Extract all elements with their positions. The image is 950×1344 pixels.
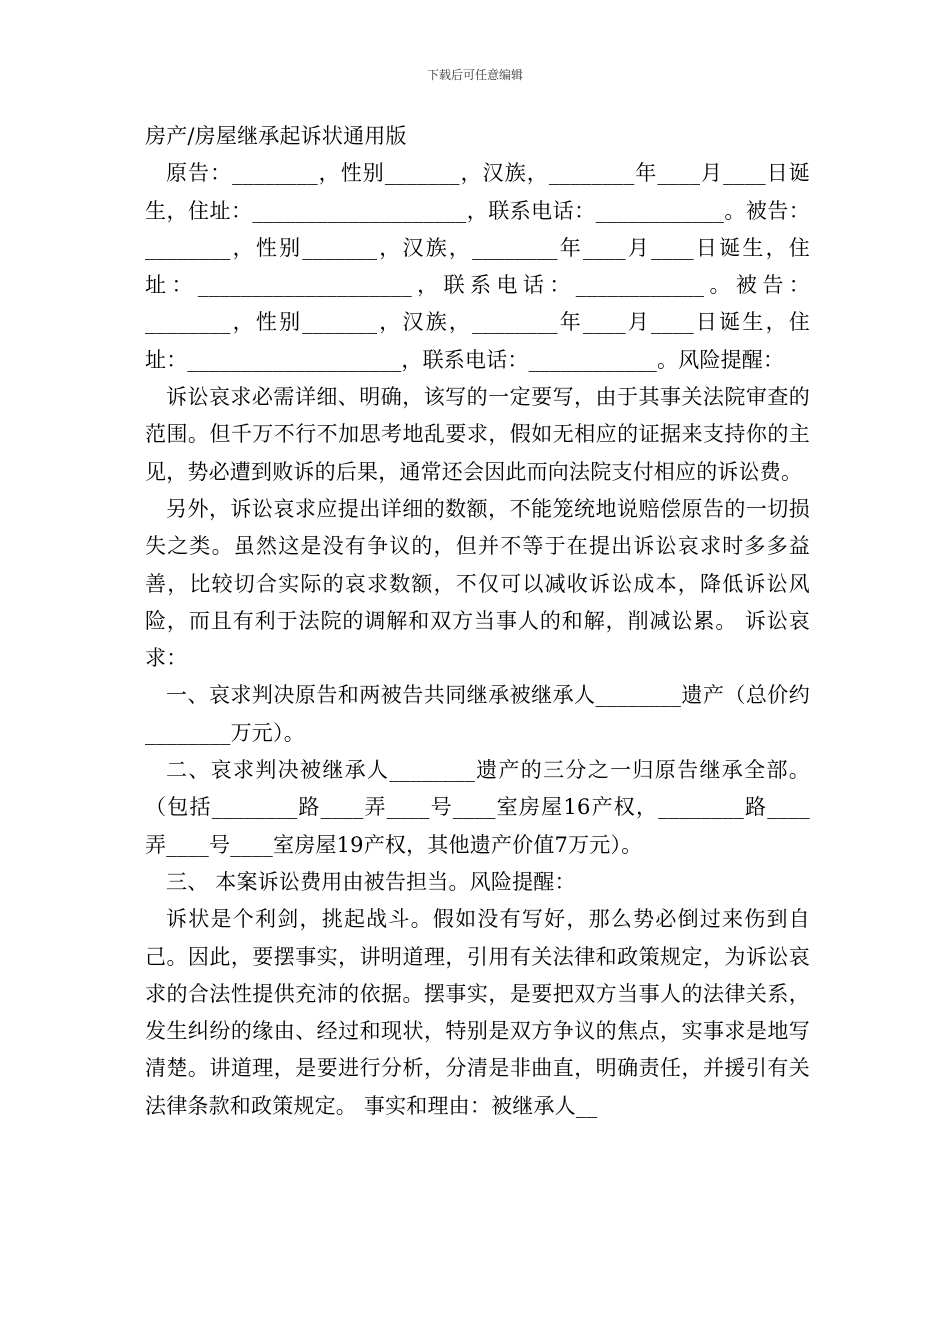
claim-item-2: 二、哀求判决被继承人________遗产的三分之一归原告继承全部。（包括________路____弄____号____室房屋16产权，________路____弄____号____室房屋19产权，其他遗产价值7万元）。 (145, 758, 810, 857)
page-header: 下载后可任意编辑 (426, 68, 523, 82)
document-title: 房产/房屋继承起诉状通用版 (145, 124, 407, 148)
risk-note-paragraph-2: 另外，诉讼哀求应提出详细的数额，不能笼统地说赔偿原告的一切损失之类。虽然这是没有争议的，但并不等于在提出诉讼哀求时多多益善，比较切合实际的哀求数额，不仅可以减收诉讼成本，降低诉讼风险，而且有利于法院的调解和双方当事人的和解，削减讼累。 诉讼哀求： (145, 496, 810, 671)
facts-paragraph: 诉状是个利剑，挑起战斗。假如没有写好，那么势必倒过来伤到自己。因此，要摆事实，讲明道理，引用有关法律和政策规定，为诉讼哀求的合法性提供充沛的依据。摆事实，是要把双方当事人的法律关系，发生纠纷的缘由、经过和现状，特别是双方争议的焦点，实事求是地写清楚。讲道理，是要进行分析，分清是非曲直，明确责任，并援引有关法律条款和政策规定。 事实和理由：被继承人__ (145, 907, 810, 1118)
document-body (145, 118, 810, 1125)
claim-item-1: 一、哀求判决原告和两被告共同继承被继承人________遗产（总价约________万元）。 (145, 683, 810, 745)
risk-note-paragraph-1: 诉讼哀求必需详细、明确，该写的一定要写，由于其事关法院审查的范围。但千万不行不加思考地乱要求，假如无相应的证据来支持你的主见，势必遭到败诉的后果，通常还会因此而向法院支付相应的诉讼费。 (145, 385, 810, 484)
parties-paragraph: 原告：________，性别_______，汉族，________年____月____日诞生，住址：____________________，联系电话：____________。被告：________，性别_______，汉族，________年____月____日诞生，住址：____________________，联系电话：____________。被告：________，性别_______，汉族，________年____月____日诞生，住址：____________________，联系电话：____________。风险提醒： (145, 161, 810, 372)
claim-item-3: 三、 本案诉讼费用由被告担当。风险提醒： (166, 869, 576, 894)
